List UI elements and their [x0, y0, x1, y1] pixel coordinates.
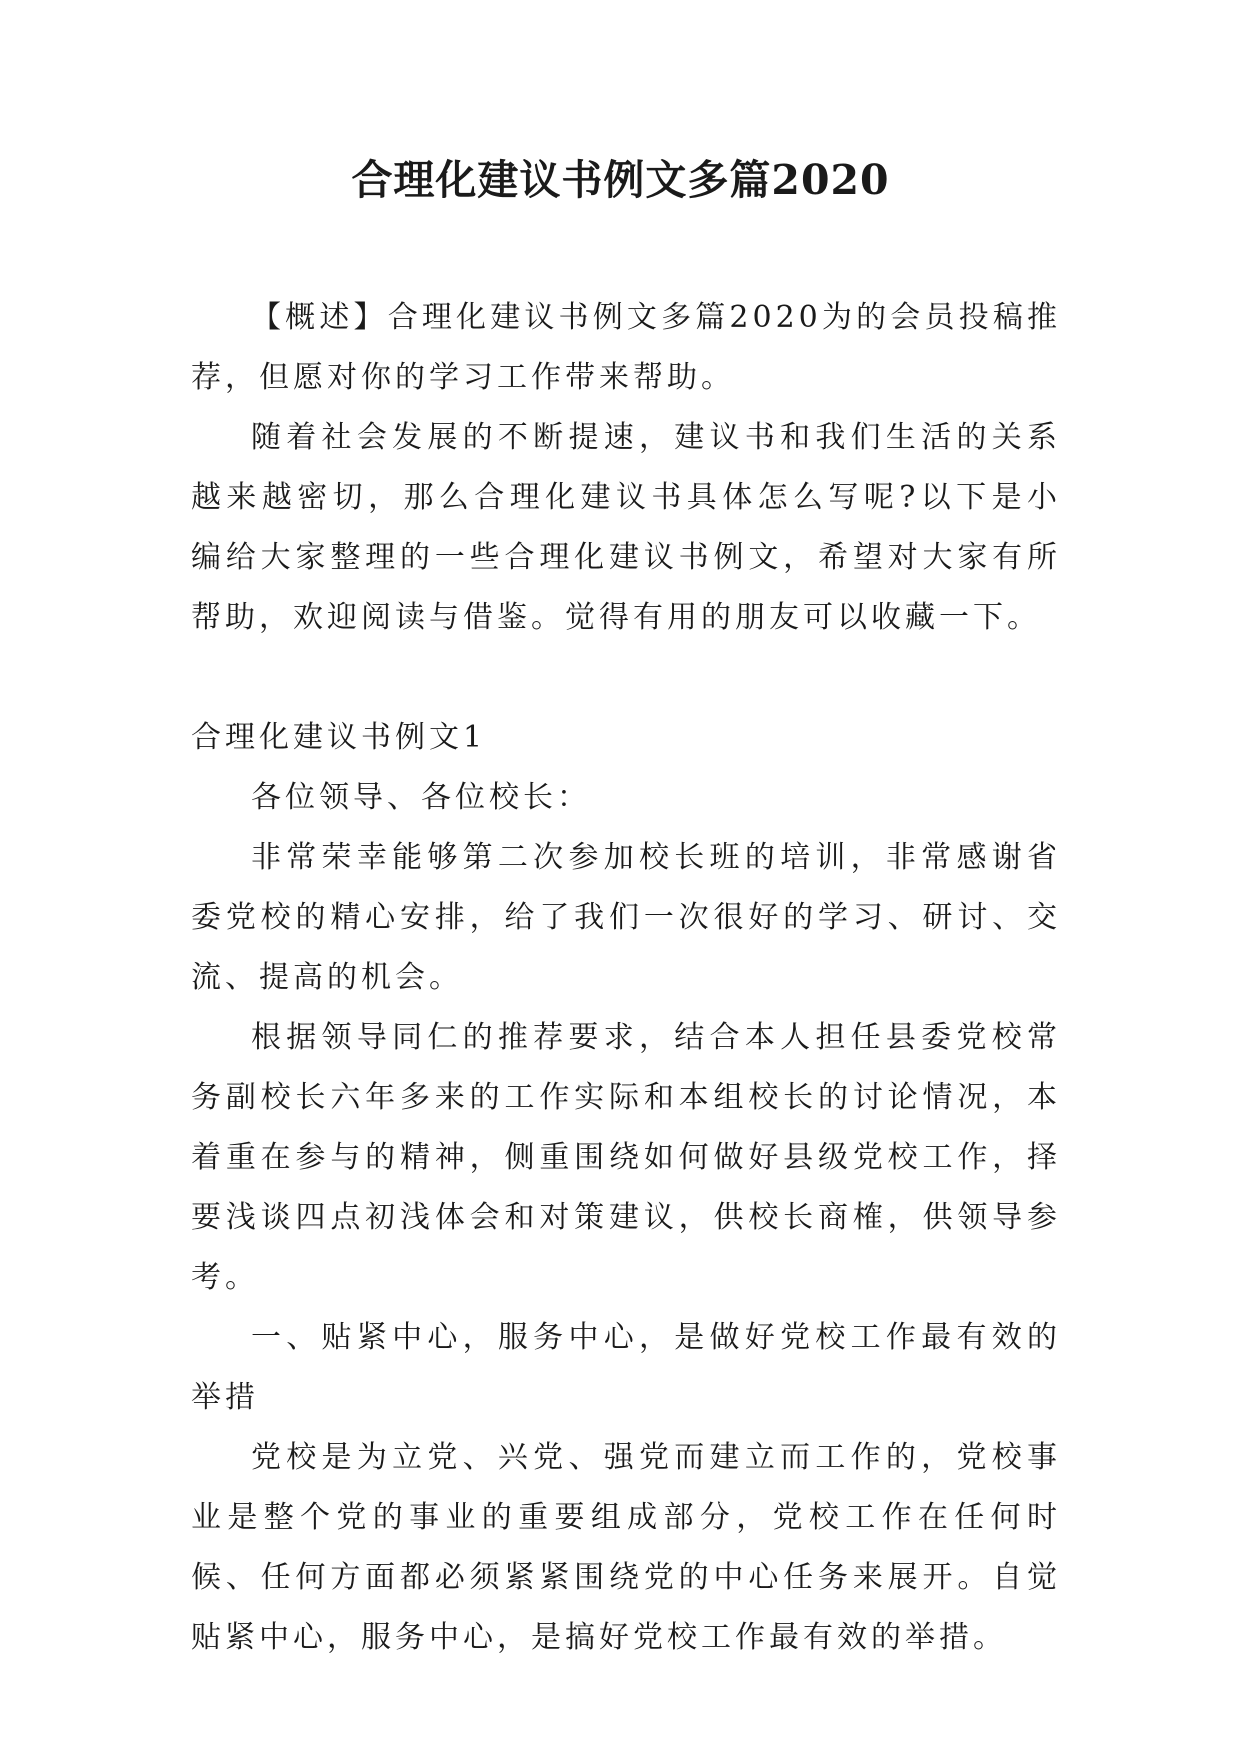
body-paragraph: 根据领导同仁的推荐要求，结合本人担任县委党校常务副校长六年多来的工作实际和本组校长的讨论情况，本着重在参与的精神，侧重围绕如何做好县级党校工作，择要浅谈四点初浅体会和对策建议，供校长商榷，供领导参考。 — [191, 1020, 1061, 1295]
section-heading: 合理化建议书例文1 — [191, 720, 487, 755]
intro-paragraph: 随着社会发展的不断提速，建议书和我们生活的关系越来越密切，那么合理化建议书具体怎么写呢?以下是小编给大家整理的一些合理化建议书例文，希望对大家有所帮助，欢迎阅读与借鉴。觉得有用的朋友可以收藏一下。 — [191, 420, 1061, 635]
salutation: 各位领导、各位校长： — [251, 780, 591, 815]
section-spacer — [191, 648, 1061, 708]
document-title: 合理化建议书例文多篇2020 — [351, 156, 890, 204]
body-paragraph: 党校是为立党、兴党、强党而建立而工作的，党校事业是整个党的事业的重要组成部分，党校工作在任何时候、任何方面都必须紧紧围绕党的中心任务来展开。自觉贴紧中心，服务中心，是搞好党校工作最有效的举措。 — [191, 1440, 1061, 1655]
subsection-heading: 一、贴紧中心，服务中心，是做好党校工作最有效的举措 — [191, 1320, 1061, 1415]
body-paragraph: 非常荣幸能够第二次参加校长班的培训，非常感谢省委党校的精心安排，给了我们一次很好的学习、研讨、交流、提高的机会。 — [191, 840, 1061, 995]
summary-paragraph: 【概述】合理化建议书例文多篇2020为的会员投稿推荐，但愿对你的学习工作带来帮助。 — [191, 300, 1061, 395]
document-body — [191, 288, 1061, 1668]
